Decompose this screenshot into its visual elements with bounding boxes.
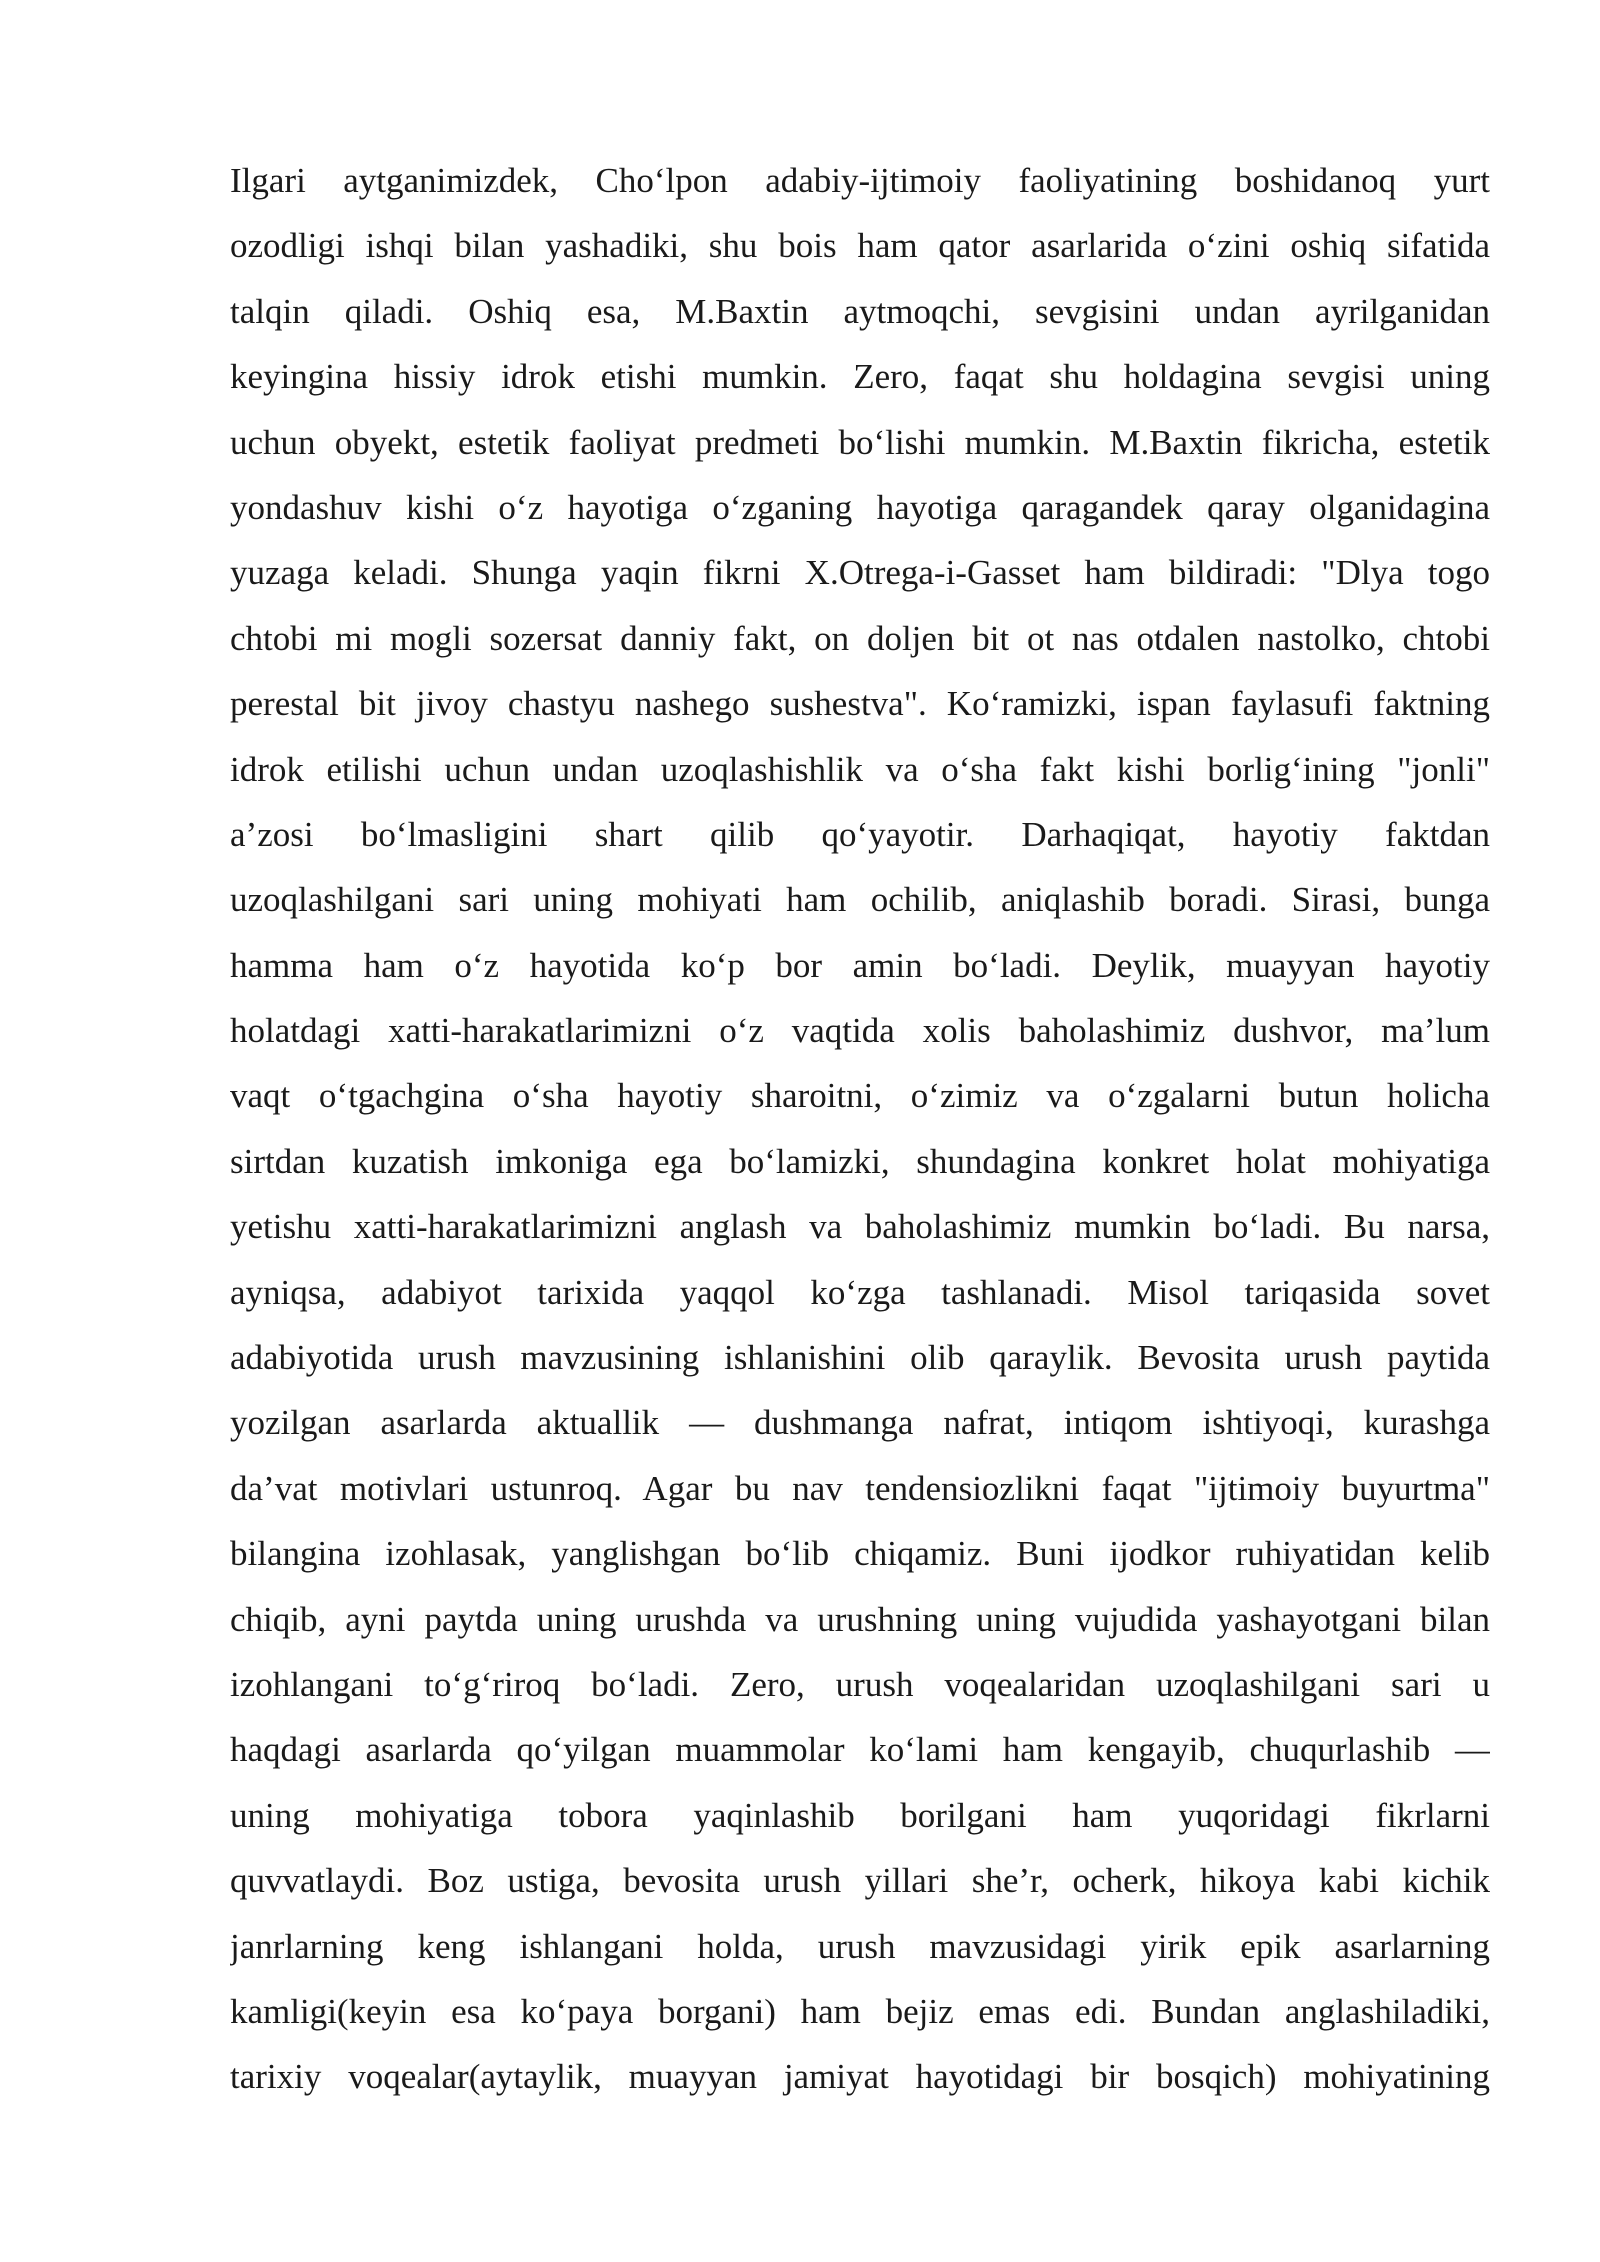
text-line: yuzaga keladi. Shunga yaqin fikrni X.Otrega-i-Gasset ham bildiradi: "Dlya togo	[230, 553, 1490, 593]
text-line: quvvatlaydi. Boz ustiga, bevosita urush yillari she’r, ocherk, hikoya kabi kichik	[230, 1861, 1490, 1901]
text-line: janrlarning keng ishlangani holda, urush mavzusidagi yirik epik asarlarning	[230, 1926, 1490, 1966]
text-line: kamligi(keyin esa ko‘paya borgani) ham bejiz emas edi. Bundan anglashiladiki,	[230, 1991, 1490, 2031]
text-line: ozodligi ishqi bilan yashadiki, shu bois ham qator asarlarida o‘zini oshiq sifatida	[230, 226, 1490, 266]
body-paragraph	[230, 148, 1490, 2110]
text-line: uning mohiyatiga tobora yaqinlashib borilgani ham yuqoridagi fikrlarni	[230, 1795, 1490, 1835]
text-line: keyingina hissiy idrok etishi mumkin. Zero, faqat shu holdagina sevgisi uning	[230, 357, 1490, 397]
text-line: idrok etilishi uchun undan uzoqlashishlik va o‘sha fakt kishi borlig‘ining "jonli"	[230, 749, 1490, 789]
text-line: chtobi mi mogli sozersat danniy fakt, on doljen bit ot nas otdalen nastolko, chtobi	[230, 618, 1490, 658]
text-line: hamma ham o‘z hayotida ko‘p bor amin bo‘ladi. Deylik, muayyan hayotiy	[230, 945, 1490, 985]
text-line: perestal bit jivoy chastyu nashego sushestva". Ko‘ramizki, ispan faylasufi faktning	[230, 684, 1490, 724]
text-line: adabiyotida urush mavzusining ishlanishini olib qaraylik. Bevosita urush paytida	[230, 1338, 1490, 1378]
text-line: izohlangani to‘g‘riroq bo‘ladi. Zero, urush voqealaridan uzoqlashilgani sari u	[230, 1664, 1490, 1704]
text-line: da’vat motivlari ustunroq. Agar bu nav tendensiozlikni faqat "ijtimoiy buyurtma"	[230, 1468, 1490, 1508]
text-line: chiqib, ayni paytda uning urushda va urushning uning vujudida yashayotgani bilan	[230, 1599, 1490, 1639]
text-line: Ilgari aytganimizdek, Cho‘lpon adabiy-ijtimoiy faoliyatining boshidanoq yurt	[230, 161, 1490, 200]
text-line: sirtdan kuzatish imkoniga ega bo‘lamizki, shundagina konkret holat mohiyatiga	[230, 1141, 1490, 1181]
text-line: yondashuv kishi o‘z hayotiga o‘zganing hayotiga qaragandek qaray olganidagina	[230, 487, 1490, 527]
text-line: tarixiy voqealar(aytaylik, muayyan jamiyat hayotidagi bir bosqich) mohiyatining	[230, 2057, 1490, 2097]
text-line: a’zosi bo‘lmasligini shart qilib qo‘yayotir. Darhaqiqat, hayotiy faktdan	[230, 814, 1490, 854]
text-line: uzoqlashilgani sari uning mohiyati ham ochilib, aniqlashib boradi. Sirasi, bunga	[230, 880, 1490, 920]
text-line: haqdagi asarlarda qo‘yilgan muammolar ko‘lami ham kengayib, chuqurlashib —	[230, 1730, 1490, 1770]
text-line: uchun obyekt, estetik faoliyat predmeti bo‘lishi mumkin. M.Baxtin fikricha, estetik	[230, 422, 1490, 462]
text-line: yetishu xatti-harakatlarimizni anglash va baholashimiz mumkin bo‘ladi. Bu narsa,	[230, 1207, 1490, 1247]
text-line: vaqt o‘tgachgina o‘sha hayotiy sharoitni, o‘zimiz va o‘zgalarni butun holicha	[230, 1076, 1490, 1116]
text-line: ayniqsa, adabiyot tarixida yaqqol ko‘zga tashlanadi. Misol tariqasida sovet	[230, 1272, 1490, 1312]
text-line: talqin qiladi. Oshiq esa, M.Baxtin aytmoqchi, sevgisini undan ayrilganidan	[230, 291, 1490, 331]
text-line: yozilgan asarlarda aktuallik — dushmanga nafrat, intiqom ishtiyoqi, kurashga	[230, 1403, 1490, 1443]
text-line: holatdagi xatti-harakatlarimizni o‘z vaqtida xolis baholashimiz dushvor, ma’lum	[230, 1011, 1490, 1051]
text-line: bilangina izohlasak, yanglishgan bo‘lib chiqamiz. Buni ijodkor ruhiyatidan kelib	[230, 1534, 1490, 1574]
